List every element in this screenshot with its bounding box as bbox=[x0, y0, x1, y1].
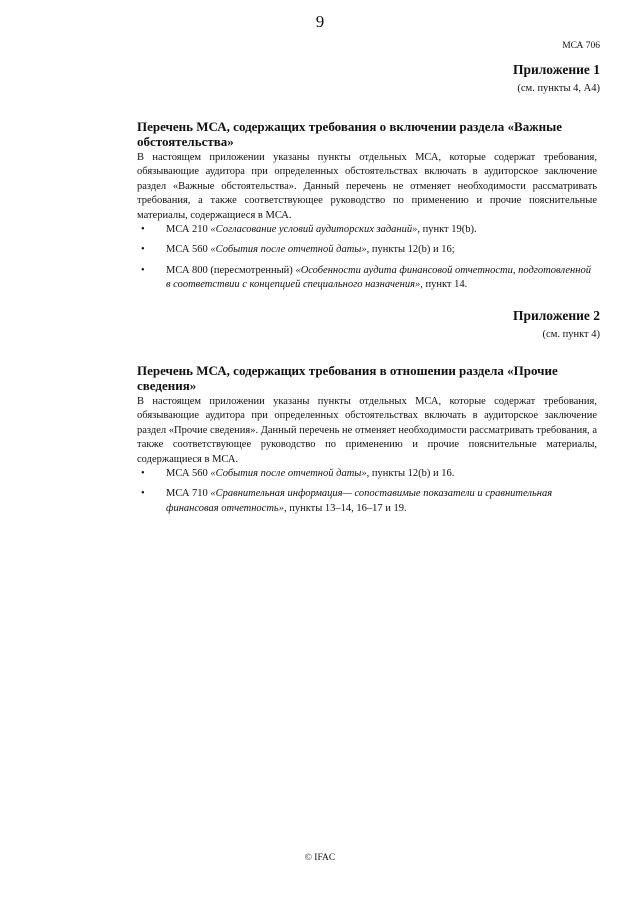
list-item: • МСА 560 «События после отчетной даты», пункты 12(b) и 16; bbox=[137, 243, 597, 257]
bullet-icon: • bbox=[141, 224, 145, 235]
footer-copyright: © IFAC bbox=[304, 853, 336, 863]
list-item: • МСА 800 (пересмотренный) «Особенности аудита финансовой отчетности, подготовленной в соответствии с концепцией специального назначения», пункт 14. bbox=[141, 264, 591, 291]
appendix-2-reference: (см. пункт 4) bbox=[542, 329, 600, 340]
bullet-icon: • bbox=[141, 264, 145, 276]
page-number: 9 bbox=[315, 12, 325, 31]
appendix-2-heading: Перечень МСА, содержащих требования в отношении раздела «Прочие сведения» bbox=[137, 363, 558, 393]
appendix-2-list bbox=[137, 467, 597, 522]
list-item: • МСА 210 «Согласование условий аудиторских заданий», пункт 19(b). bbox=[137, 223, 597, 237]
appendix-1-reference: (см. пункты 4, А4) bbox=[517, 83, 600, 94]
list-item: • МСА 560 «События после отчетной даты», пункты 12(b) и 16. bbox=[137, 467, 597, 481]
bullet-icon: • bbox=[141, 488, 145, 500]
appendix-1-heading: Перечень МСА, содержащих требования о включении раздела «Важные обстоятельства» bbox=[137, 119, 563, 149]
appendix-1-list bbox=[137, 223, 597, 299]
document-code: МСА 706 bbox=[562, 41, 600, 51]
bullet-icon: • bbox=[141, 244, 145, 256]
appendix-1-title: Приложение 1 bbox=[512, 62, 600, 77]
appendix-2-title: Приложение 2 bbox=[512, 308, 600, 323]
bullet-icon: • bbox=[141, 468, 145, 479]
appendix-2-paragraph: В настоящем приложении указаны пункты отдельных МСА, которые содержат требования, обязывающие аудитора при определенных обстоятельствах включать в аудиторское заключение раздел «Прочие сведения». Данный перечень не отменяет необходимости рассматривать требования, а также соответствующее руководство по применению и прочие пояснительные материалы, содержащиеся в МСА. bbox=[137, 396, 597, 465]
appendix-1-paragraph: В настоящем приложении указаны пункты отдельных МСА, которые содержат требования, обязывающие аудитора при определенных обстоятельствах включать в аудиторское заключение раздел «Важные обстоятельства». Данный перечень не отменяет необходимости рассматривать требования, а также соответствующее руководство по применению и прочие пояснительные материалы, содержащиеся в МСА. bbox=[137, 152, 597, 221]
list-item: • МСА 710 «Сравнительная информация— сопоставимые показатели и сравнительная финансовая отчетность», пункты 13–14, 16–17 и 19. bbox=[141, 488, 553, 514]
